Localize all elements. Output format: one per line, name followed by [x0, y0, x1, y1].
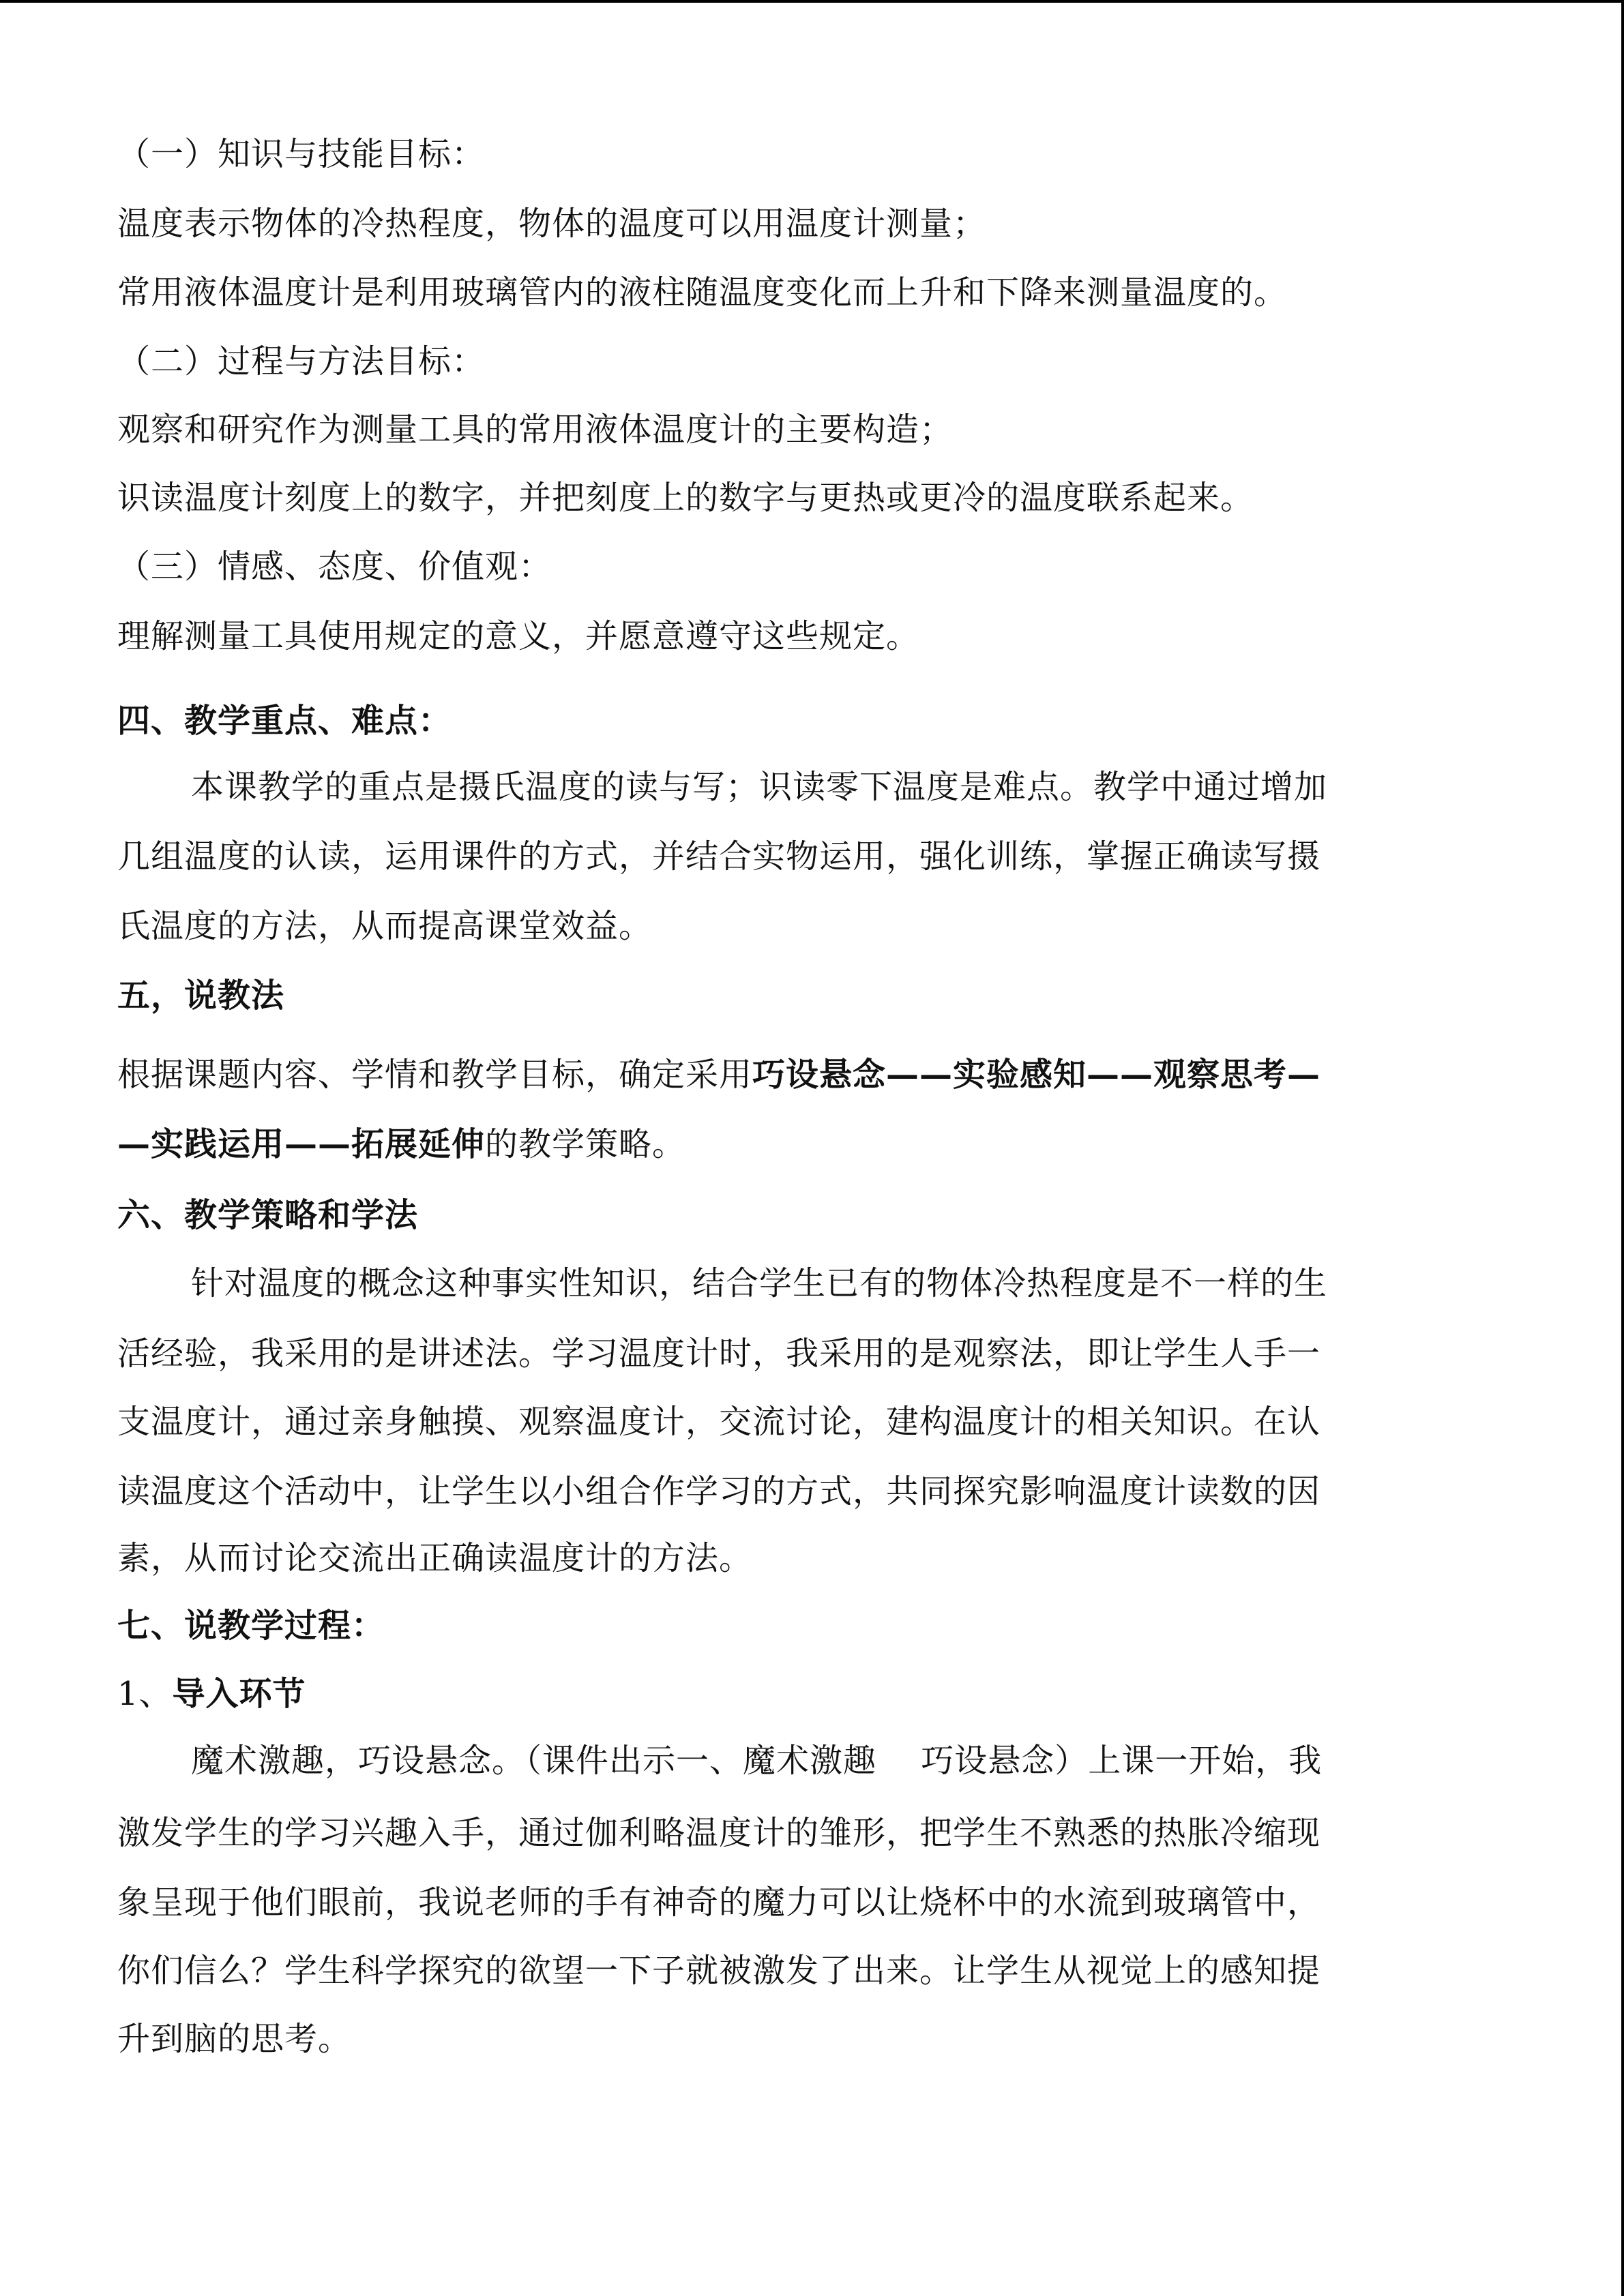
page-right-border	[1621, 0, 1624, 2296]
text-plain: 根据课题内容、学情和教学目标，确定采用	[117, 1056, 753, 1094]
paragraph-line: 本课教学的重点是摄氏温度的读与写；识读零下温度是难点。教学中通过增加	[191, 768, 1328, 806]
text-line: 常用液体温度计是利用玻璃管内的液柱随温度变化而上升和下降来测量温度的。	[117, 273, 1288, 312]
paragraph-line: 活经验，我采用的是讲述法。学习温度计时，我采用的是观察法，即让学生人手一	[117, 1335, 1321, 1373]
paragraph-line: 象呈现于他们眼前，我说老师的手有神奇的魔力可以让烧杯中的水流到玻璃管中，	[117, 1883, 1321, 1922]
text-bold-strategy: —实践运用——拓展延伸	[117, 1125, 486, 1163]
text-line: 观察和研究作为测量工具的常用液体温度计的主要构造；	[117, 411, 954, 449]
text-bold-strategy: 巧设悬念——实验感知——观察思考—	[752, 1056, 1321, 1094]
paragraph-line: 魔术激趣，巧设悬念。（课件出示一、魔术激趣 巧设悬念）上课一开始，我	[191, 1742, 1323, 1780]
paragraph-line: 素，从而讨论交流出正确读温度计的方法。	[117, 1539, 753, 1577]
paragraph-line	[117, 1124, 685, 1165]
paragraph-line: 氏温度的方法，从而提高课堂效益。	[117, 907, 653, 945]
section-heading-key-points: 四、教学重点、难点：	[117, 702, 452, 740]
paragraph-line: 几组温度的认读，运用课件的方式，并结合实物运用，强化训练，掌握正确读写摄	[117, 837, 1321, 876]
text-line: 温度表示物体的冷热程度，物体的温度可以用温度计测量；	[117, 205, 987, 243]
section-heading-strategy: 六、教学策略和学法	[117, 1196, 419, 1234]
objective-heading-emotion: （三）情感、态度、价值观：	[117, 548, 552, 586]
subsection-number: 1、	[117, 1675, 173, 1713]
objective-heading-knowledge: （一）知识与技能目标：	[117, 135, 486, 173]
subsection-title: 导入环节	[172, 1675, 306, 1713]
text-plain: 的教学策略。	[485, 1125, 686, 1163]
paragraph-line: 升到脑的思考。	[117, 2020, 352, 2058]
paragraph-line: 激发学生的学习兴趣入手，通过伽利略温度计的雏形，把学生不熟悉的热胀冷缩现	[117, 1814, 1321, 1852]
subsection-heading	[117, 1673, 306, 1714]
paragraph-line: 支温度计，通过亲身触摸、观察温度计，交流讨论，建构温度计的相关知识。在认	[117, 1403, 1321, 1441]
paragraph-line: 你们信么？学生科学探究的欲望一下子就被激发了出来。让学生从视觉上的感知提	[117, 1952, 1321, 1990]
paragraph-line: 针对温度的概念这种事实性知识，结合学生已有的物体冷热程度是不一样的生	[191, 1264, 1328, 1302]
page-top-border	[0, 0, 1624, 3]
paragraph-line	[117, 1054, 1320, 1095]
text-line: 理解测量工具使用规定的意义，并愿意遵守这些规定。	[117, 617, 920, 655]
section-heading-teaching-method: 五，说教法	[117, 976, 285, 1015]
objective-heading-process: （二）过程与方法目标：	[117, 342, 486, 381]
section-heading-process: 七、说教学过程：	[117, 1607, 385, 1645]
text-line: 识读温度计刻度上的数字，并把刻度上的数字与更热或更冷的温度联系起来。	[117, 479, 1254, 517]
paragraph-line: 读温度这个活动中，让学生以小组合作学习的方式，共同探究影响温度计读数的因	[117, 1472, 1321, 1510]
